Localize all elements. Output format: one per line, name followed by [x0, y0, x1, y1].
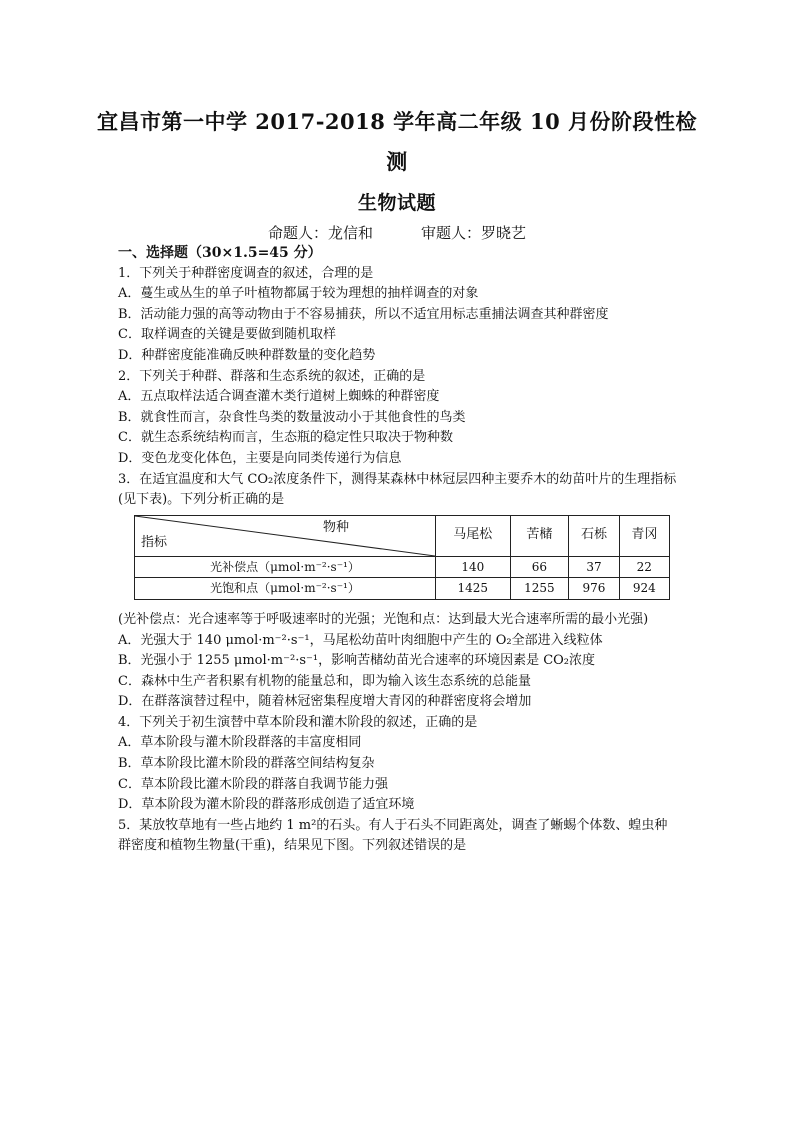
q2-option-b: B．就食性而言，杂食性鸟类的数量波动小于其他食性的鸟类: [118, 409, 466, 425]
table-cell: 976: [569, 578, 619, 600]
q3-option-d: D．在群落演替过程中，随着林冠密集程度增大青冈的种群密度将会增加: [118, 694, 532, 710]
q2-option-a: A．五点取样法适合调查灌木类行道树上蜘蛛的种群密度: [118, 389, 440, 405]
table-cell: 22: [619, 556, 669, 578]
authors-line: [0, 222, 794, 243]
q3-option-a: A．光强大于 140 μmol·m⁻²·s⁻¹，马尾松幼苗叶肉细胞中产生的 O₂全部进入线粒体: [118, 632, 603, 648]
diagonal-line-icon: [135, 516, 435, 556]
q1-option-d: D．种群密度能准确反映种群数量的变化趋势: [118, 347, 376, 363]
q1-option-b: B．活动能力强的高等动物由于不容易捕获，所以不适宜用标志重捕法调查其种群密度: [118, 306, 609, 322]
q5-stem: 5．某放牧草地有一些占地约 1 m²的石头。有人于石头不同距离处，调查了蜥蜴个体数、蝗虫种群密度和植物生物量(干重)，结果见下图。下列叙述错误的是: [118, 817, 668, 854]
q2-stem: 2．下列关于种群、群落和生态系统的叙述，正确的是: [118, 368, 426, 384]
table-row: [135, 556, 670, 578]
table-header-row: [135, 515, 670, 556]
q4-option-a: A．草本阶段与灌木阶段群落的丰富度相同: [118, 735, 362, 751]
table-cell: 1255: [510, 578, 569, 600]
table-cell: 140: [436, 556, 511, 578]
author-label: 命题人：龙信和: [267, 224, 373, 242]
exam-subject: 生物试题: [357, 192, 436, 214]
q4-option-b: B．草本阶段比灌木阶段的群落空间结构复杂: [118, 756, 375, 772]
section-heading: 一、选择题（30×1.5=45 分）: [118, 245, 322, 261]
q2-option-d: D．变色龙变化体色，主要是向同类传递行为信息: [118, 450, 402, 466]
table-cell: 1425: [436, 578, 511, 600]
species-header: 石栎: [569, 515, 619, 556]
q1-option-a: A．蔓生或丛生的单子叶植物都属于较为理想的抽样调查的对象: [118, 286, 479, 302]
table-corner-cell: [135, 515, 436, 556]
corner-indicator-label: 指标: [141, 535, 168, 551]
q3-option-c: C．森林中生产者积累有机物的能量总和，即为输入该生态系统的总能量: [118, 673, 531, 689]
q3-option-b: B．光强小于 1255 μmol·m⁻²·s⁻¹，影响苦槠幼苗光合速率的环境因素是 CO₂浓度: [118, 653, 596, 669]
question-body: [118, 243, 678, 857]
row-label: 光饱和点（μmol·m⁻²·s⁻¹）: [135, 578, 436, 600]
row-label: 光补偿点（μmol·m⁻²·s⁻¹）: [135, 556, 436, 578]
q4-option-d: D．草本阶段为灌木阶段的群落形成创造了适宜环境: [118, 797, 415, 813]
q4-stem: 4．下列关于初生演替中草本阶段和灌木阶段的叙述，正确的是: [118, 714, 478, 730]
corner-species-label: 物种: [322, 519, 349, 535]
reviewer-label: 审题人：罗晓艺: [421, 224, 527, 242]
q1-option-c: C．取样调查的关键是要做到随机取样: [118, 327, 336, 343]
q2-option-c: C．就生态系统结构而言，生态瓶的稳定性只取决于物种数: [118, 430, 453, 446]
table-cell: 924: [619, 578, 669, 600]
q3-stem: 3．在适宜温度和大气 CO₂浓度条件下，测得某森林中林冠层四种主要乔木的幼苗叶片的生理指标(见下表)。下列分析正确的是: [118, 471, 677, 508]
q1-stem: 1．下列关于种群密度调查的叙述，合理的是: [118, 265, 374, 281]
indicator-table: [134, 515, 670, 600]
species-header: 马尾松: [436, 515, 511, 556]
table-row: [135, 578, 670, 600]
species-header: 苦槠: [510, 515, 569, 556]
table-cell: 66: [510, 556, 569, 578]
exam-title-line1: 宜昌市第一中学 2017-2018 学年高二年级 10 月份阶段性检: [96, 109, 698, 134]
species-header: 青冈: [619, 515, 669, 556]
exam-title-line2: 测: [386, 149, 408, 174]
q3-note: (光补偿点：光合速率等于呼吸速率时的光强；光饱和点：达到最大光合速率所需的最小光强): [118, 611, 649, 627]
q4-option-c: C．草本阶段比灌木阶段的群落自我调节能力强: [118, 776, 388, 792]
table-cell: 37: [569, 556, 619, 578]
